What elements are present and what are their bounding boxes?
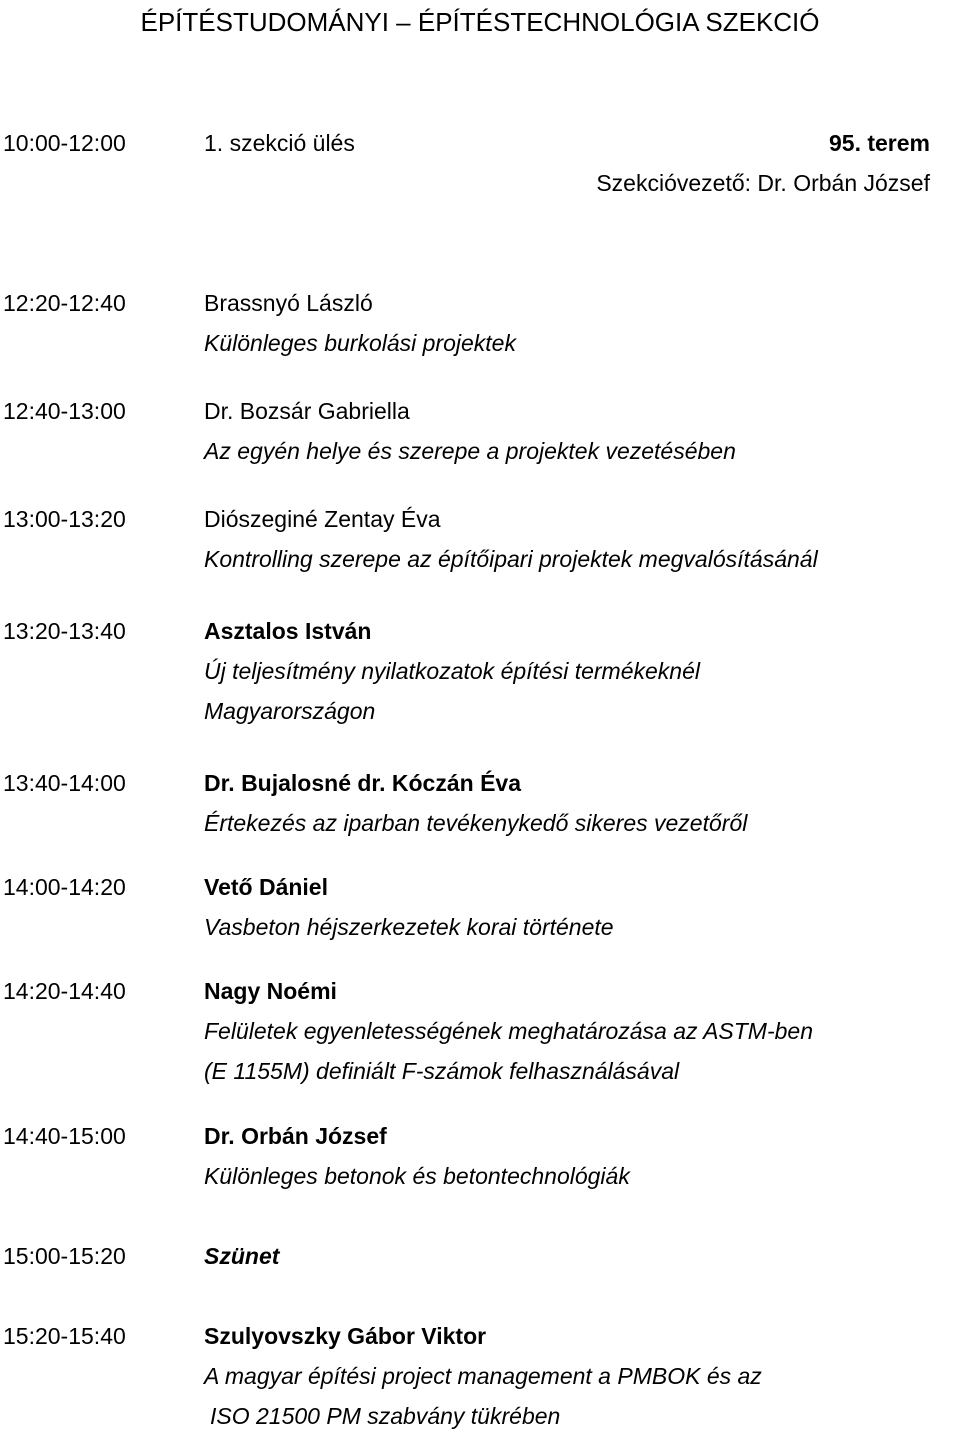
session-time: 10:00-12:00 bbox=[3, 130, 126, 156]
break-label: Szünet bbox=[204, 1243, 280, 1269]
talk-topic: Az egyén helye és szerepe a projektek vezetésében bbox=[204, 438, 736, 464]
talk-speaker: Dr. Bozsár Gabriella bbox=[204, 398, 410, 424]
talk-topic: Különleges burkolási projektek bbox=[204, 330, 516, 356]
talk-topic-cont: (E 1155M) definiált F-számok felhasználásával bbox=[204, 1058, 680, 1084]
break-time: 15:00-15:20 bbox=[3, 1243, 126, 1269]
talk-speaker: Dr. Bujalosné dr. Kóczán Éva bbox=[204, 770, 521, 796]
talk-topic: Új teljesítmény nyilatkozatok építési termékeknél bbox=[204, 658, 700, 684]
talk-time: 13:40-14:00 bbox=[3, 770, 126, 796]
talk-topic-cont: ISO 21500 PM szabvány tükrében bbox=[210, 1403, 561, 1429]
talk-topic: A magyar építési project management a PMBOK és az bbox=[204, 1363, 762, 1389]
talk-speaker: Brassnyó László bbox=[204, 290, 373, 316]
talk-time: 14:00-14:20 bbox=[3, 874, 126, 900]
session-label: 1. szekció ülés bbox=[204, 130, 355, 156]
talk-topic: Különleges betonok és betontechnológiák bbox=[204, 1163, 630, 1189]
session-chair: Szekcióvezető: Dr. Orbán József bbox=[596, 170, 930, 196]
talk-topic: Felületek egyenletességének meghatározása az ASTM-ben bbox=[204, 1018, 813, 1044]
talk-speaker: Diószeginé Zentay Éva bbox=[204, 506, 441, 532]
talk-speaker: Vető Dániel bbox=[204, 874, 328, 900]
talk-topic-cont: Magyarországon bbox=[204, 698, 376, 724]
talk-speaker: Asztalos István bbox=[204, 618, 372, 644]
session-room: 95. terem bbox=[828, 130, 930, 156]
page-title: ÉPÍTÉSTUDOMÁNYI – ÉPÍTÉSTECHNOLÓGIA SZEKCIÓ bbox=[140, 7, 820, 37]
talk-time: 12:40-13:00 bbox=[3, 398, 126, 424]
talk-speaker: Dr. Orbán József bbox=[204, 1123, 387, 1149]
talk-time: 13:00-13:20 bbox=[3, 506, 126, 532]
talk-topic: Kontrolling szerepe az építőipari projektek megvalósításánál bbox=[204, 546, 818, 572]
talk-time: 13:20-13:40 bbox=[3, 618, 126, 644]
talk-topic: Értekezés az iparban tevékenykedő sikeres vezetőről bbox=[204, 810, 748, 836]
talk-time: 14:40-15:00 bbox=[3, 1123, 126, 1149]
talk-speaker: Szulyovszky Gábor Viktor bbox=[204, 1323, 487, 1349]
talk-time: 14:20-14:40 bbox=[3, 978, 126, 1004]
talk-speaker: Nagy Noémi bbox=[204, 978, 337, 1004]
talk-topic: Vasbeton héjszerkezetek korai története bbox=[204, 914, 614, 940]
talk-time: 12:20-12:40 bbox=[3, 290, 126, 316]
talk-time: 15:20-15:40 bbox=[3, 1323, 126, 1349]
